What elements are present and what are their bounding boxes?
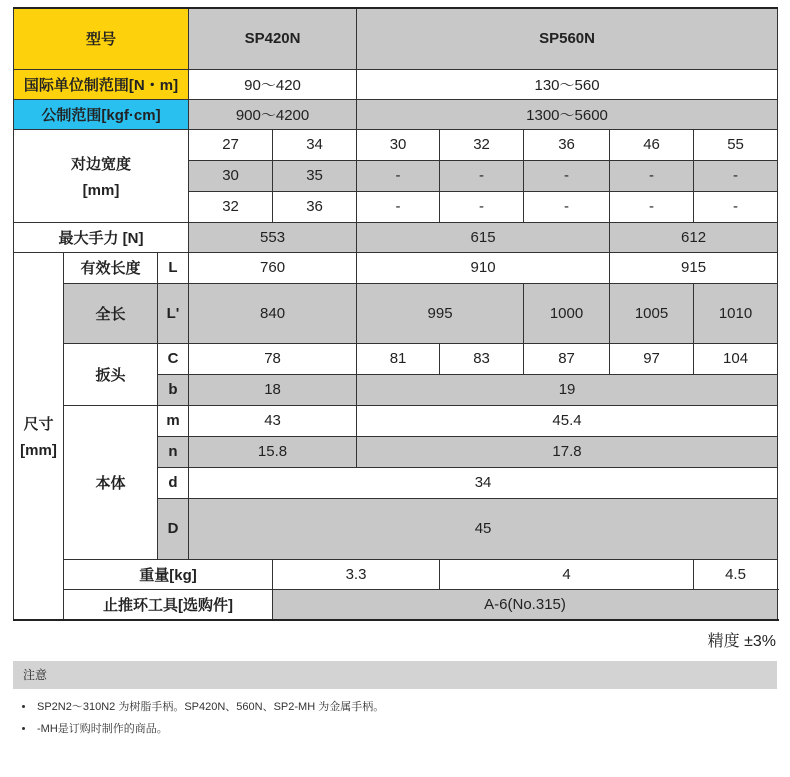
weight-value: 3.3 (273, 559, 440, 589)
overall-length-value: 995 (357, 283, 524, 343)
dimensions-unit: [mm] (20, 441, 57, 459)
af-cell: - (357, 160, 440, 191)
head-c-value: 97 (610, 343, 694, 374)
stopper-label: 止推环工具[选购件] (64, 589, 273, 620)
symbol-n: n (158, 436, 189, 467)
body-d-value: 34 (189, 467, 778, 498)
af-cell: 35 (273, 160, 357, 191)
across-flats-unit: [mm] (82, 181, 120, 199)
note-item: • -MH是订购时制作的商品。 (35, 718, 790, 740)
overall-length-value: 1000 (524, 283, 610, 343)
effective-length-value: 760 (189, 252, 357, 283)
head-c-value: 104 (694, 343, 778, 374)
body-m-value: 45.4 (357, 405, 778, 436)
af-cell: 34 (273, 129, 357, 160)
body-n-value: 17.8 (357, 436, 778, 467)
symbol-m: m (158, 405, 189, 436)
dimensions-label (14, 252, 64, 620)
af-cell: - (694, 160, 778, 191)
torque-kgf-sp420n: 900～4200 (189, 99, 357, 129)
note-item: • SP2N2～310N2 为树脂手柄。SP420N、560N、SP2-MH 为金属手柄。 (35, 696, 790, 718)
af-cell: 32 (440, 129, 524, 160)
notes-title: 注意 (13, 661, 777, 689)
body-n-value: 15.8 (189, 436, 357, 467)
across-flats-title: 对边宽度 (71, 155, 132, 173)
head-b-value: 18 (189, 374, 357, 405)
head-c-value: 87 (524, 343, 610, 374)
af-cell: 36 (524, 129, 610, 160)
effective-length-value: 910 (357, 252, 610, 283)
stopper-value: A-6(No.315) (273, 589, 778, 620)
weight-value: 4.5 (694, 559, 778, 589)
symbol-C: C (158, 343, 189, 374)
af-cell: - (524, 160, 610, 191)
symbol-d: d (158, 467, 189, 498)
symbol-b: b (158, 374, 189, 405)
torque-kgf-label: 公制范围[kgf·cm] (14, 99, 189, 129)
max-force-sp560n-a: 615 (357, 222, 610, 252)
af-cell: - (694, 191, 778, 222)
symbol-L-prime: L' (158, 283, 189, 343)
head-c-value: 83 (440, 343, 524, 374)
head-c-value: 81 (357, 343, 440, 374)
torque-kgf-sp560n: 1300～5600 (357, 99, 778, 129)
body-D-value: 45 (189, 498, 778, 559)
af-cell: 32 (189, 191, 273, 222)
af-cell: 27 (189, 129, 273, 160)
torque-nm-label: 国际单位制范围[N・m] (14, 69, 189, 99)
max-force-sp560n-b: 612 (610, 222, 778, 252)
head-c-value: 78 (189, 343, 357, 374)
body-m-value: 43 (189, 405, 357, 436)
symbol-L: L (158, 252, 189, 283)
precision-note: 精度 ±3% (707, 633, 776, 650)
af-cell: 46 (610, 129, 694, 160)
effective-length-value: 915 (610, 252, 778, 283)
overall-length-value: 840 (189, 283, 357, 343)
overall-length-value: 1010 (694, 283, 778, 343)
af-cell: 30 (189, 160, 273, 191)
af-cell: 30 (357, 129, 440, 160)
af-cell: - (357, 191, 440, 222)
af-cell: - (440, 191, 524, 222)
dimensions-title: 尺寸 (23, 415, 54, 433)
overall-length-label: 全长 (64, 283, 158, 343)
max-force-label: 最大手力 [N] (14, 222, 189, 252)
body-label: 本体 (64, 405, 158, 559)
torque-nm-sp420n: 90～420 (189, 69, 357, 99)
effective-length-label: 有效长度 (64, 252, 158, 283)
af-cell: 55 (694, 129, 778, 160)
model-sp560n: SP560N (357, 8, 778, 69)
weight-value: 4 (440, 559, 694, 589)
head-label: 扳头 (64, 343, 158, 405)
af-cell: 36 (273, 191, 357, 222)
af-cell: - (524, 191, 610, 222)
max-force-sp420n: 553 (189, 222, 357, 252)
across-flats-label (14, 129, 189, 222)
af-cell: - (610, 160, 694, 191)
model-header-label: 型号 (14, 8, 189, 69)
weight-label: 重量[kg] (64, 559, 273, 589)
symbol-D: D (158, 498, 189, 559)
torque-nm-sp560n: 130～560 (357, 69, 778, 99)
af-cell: - (610, 191, 694, 222)
head-b-value: 19 (357, 374, 778, 405)
overall-length-value: 1005 (610, 283, 694, 343)
notes-list (13, 696, 790, 740)
spec-table (13, 7, 778, 621)
model-sp420n: SP420N (189, 8, 357, 69)
af-cell: - (440, 160, 524, 191)
